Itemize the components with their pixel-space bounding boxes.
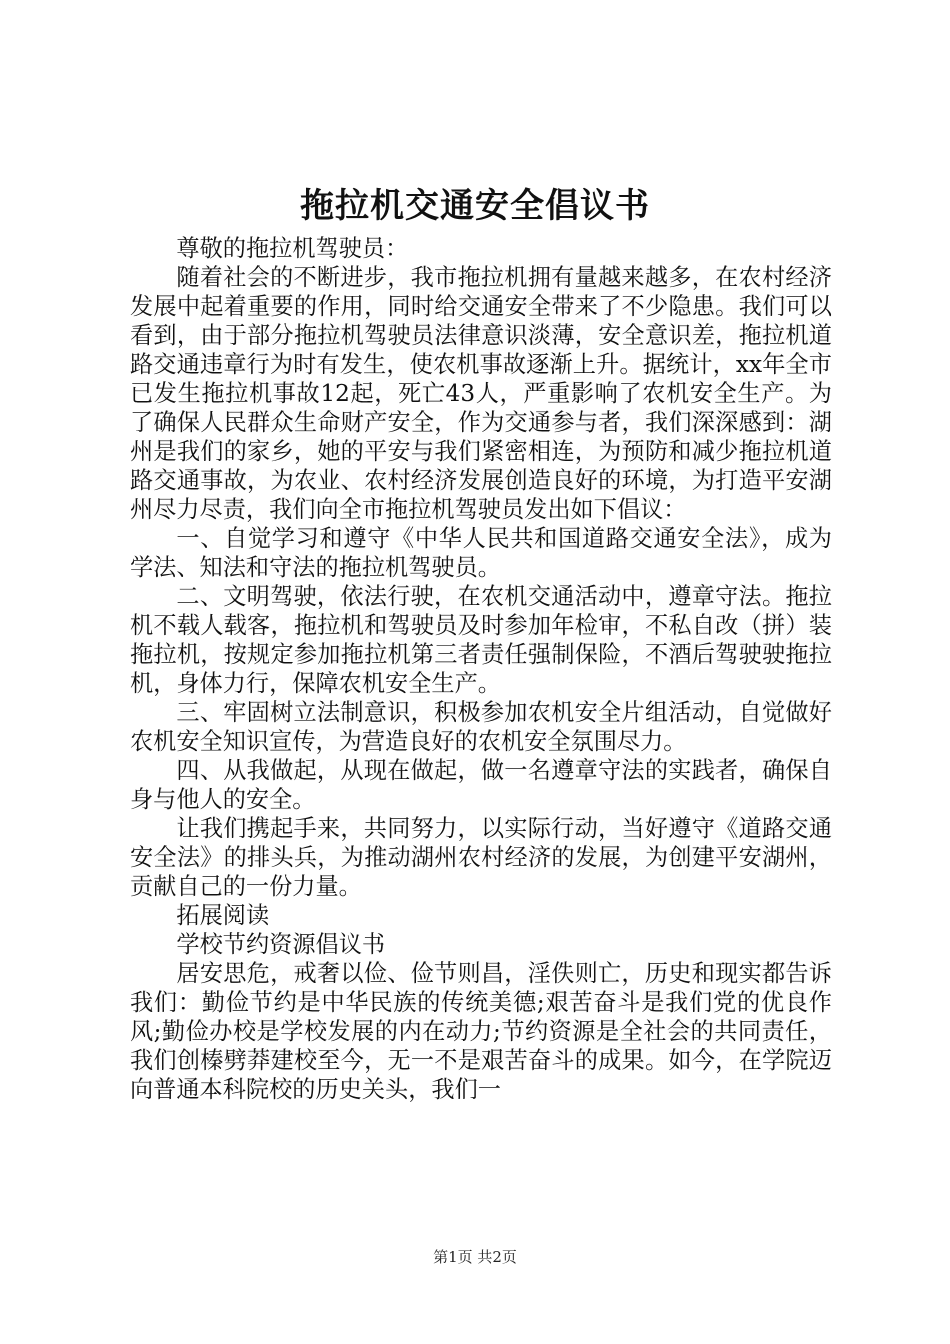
proposal-item-2: 二、文明驾驶，依法行驶，在农机交通活动中，遵章守法。拖拉机不载人载客，拖拉机和驾驶员及时参加年检审，不私自改（拼）装拖拉机，按规定参加拖拉机第三者责任强制保险，不酒后驾驶驶拖拉机，身体力行，保障农机安全生产。 [130, 583, 832, 697]
extended-reading-paragraph: 居安思危，戒奢以俭、俭节则昌，淫佚则亡，历史和现实都告诉我们：勤俭节约是中华民族的传统美德;艰苦奋斗是我们党的优良作风;勤俭办校是学校发展的内在动力;节约资源是全社会的共同责任，我们创榛劈莽建校至今，无一不是艰苦奋斗的成果。如今，在学院迈向普通本科院校的历史关头，我们一 [130, 960, 832, 1103]
page-footer: 第1页 共2页 [433, 1248, 517, 1266]
salutation: 尊敬的拖拉机驾驶员： [176, 235, 409, 262]
extended-reading-title: 学校节约资源倡议书 [176, 931, 386, 958]
paragraph-closing: 让我们携起手来，共同努力，以实际行动，当好遵守《道路交通安全法》的排头兵，为推动湖州农村经济的发展，为创建平安湖州，贡献自己的一份力量。 [130, 815, 832, 900]
proposal-item-1: 一、自觉学习和遵守《中华人民共和国道路交通安全法》，成为学法、知法和守法的拖拉机驾驶员。 [130, 525, 832, 581]
proposal-item-4: 四、从我做起，从现在做起，做一名遵章守法的实践者，确保自身与他人的安全。 [130, 757, 832, 813]
extended-reading-heading: 拓展阅读 [176, 902, 270, 929]
document-body [130, 234, 832, 1104]
paragraph-intro: 随着社会的不断进步，我市拖拉机拥有量越来越多，在农村经济发展中起着重要的作用，同时给交通安全带来了不少隐患。我们可以看到，由于部分拖拉机驾驶员法律意识淡薄，安全意识差，拖拉机道路交通违章行为时有发生，使农机事故逐渐上升。据统计，xx年全市已发生拖拉机事故12起，死亡43人，严重影响了农机安全生产。为了确保人民群众生命财产安全，作为交通参与者，我们深深感到：湖州是我们的家乡，她的平安与我们紧密相连，为预防和减少拖拉机道路交通事故，为农业、农村经济发展创造良好的环境，为打造平安湖州尽力尽责，我们向全市拖拉机驾驶员发出如下倡议： [130, 264, 832, 523]
proposal-item-3: 三、牢固树立法制意识，积极参加农机安全片组活动，自觉做好农机安全知识宣传，为营造良好的农机安全氛围尽力。 [130, 699, 832, 755]
document-title: 拖拉机交通安全倡议书 [300, 186, 650, 226]
